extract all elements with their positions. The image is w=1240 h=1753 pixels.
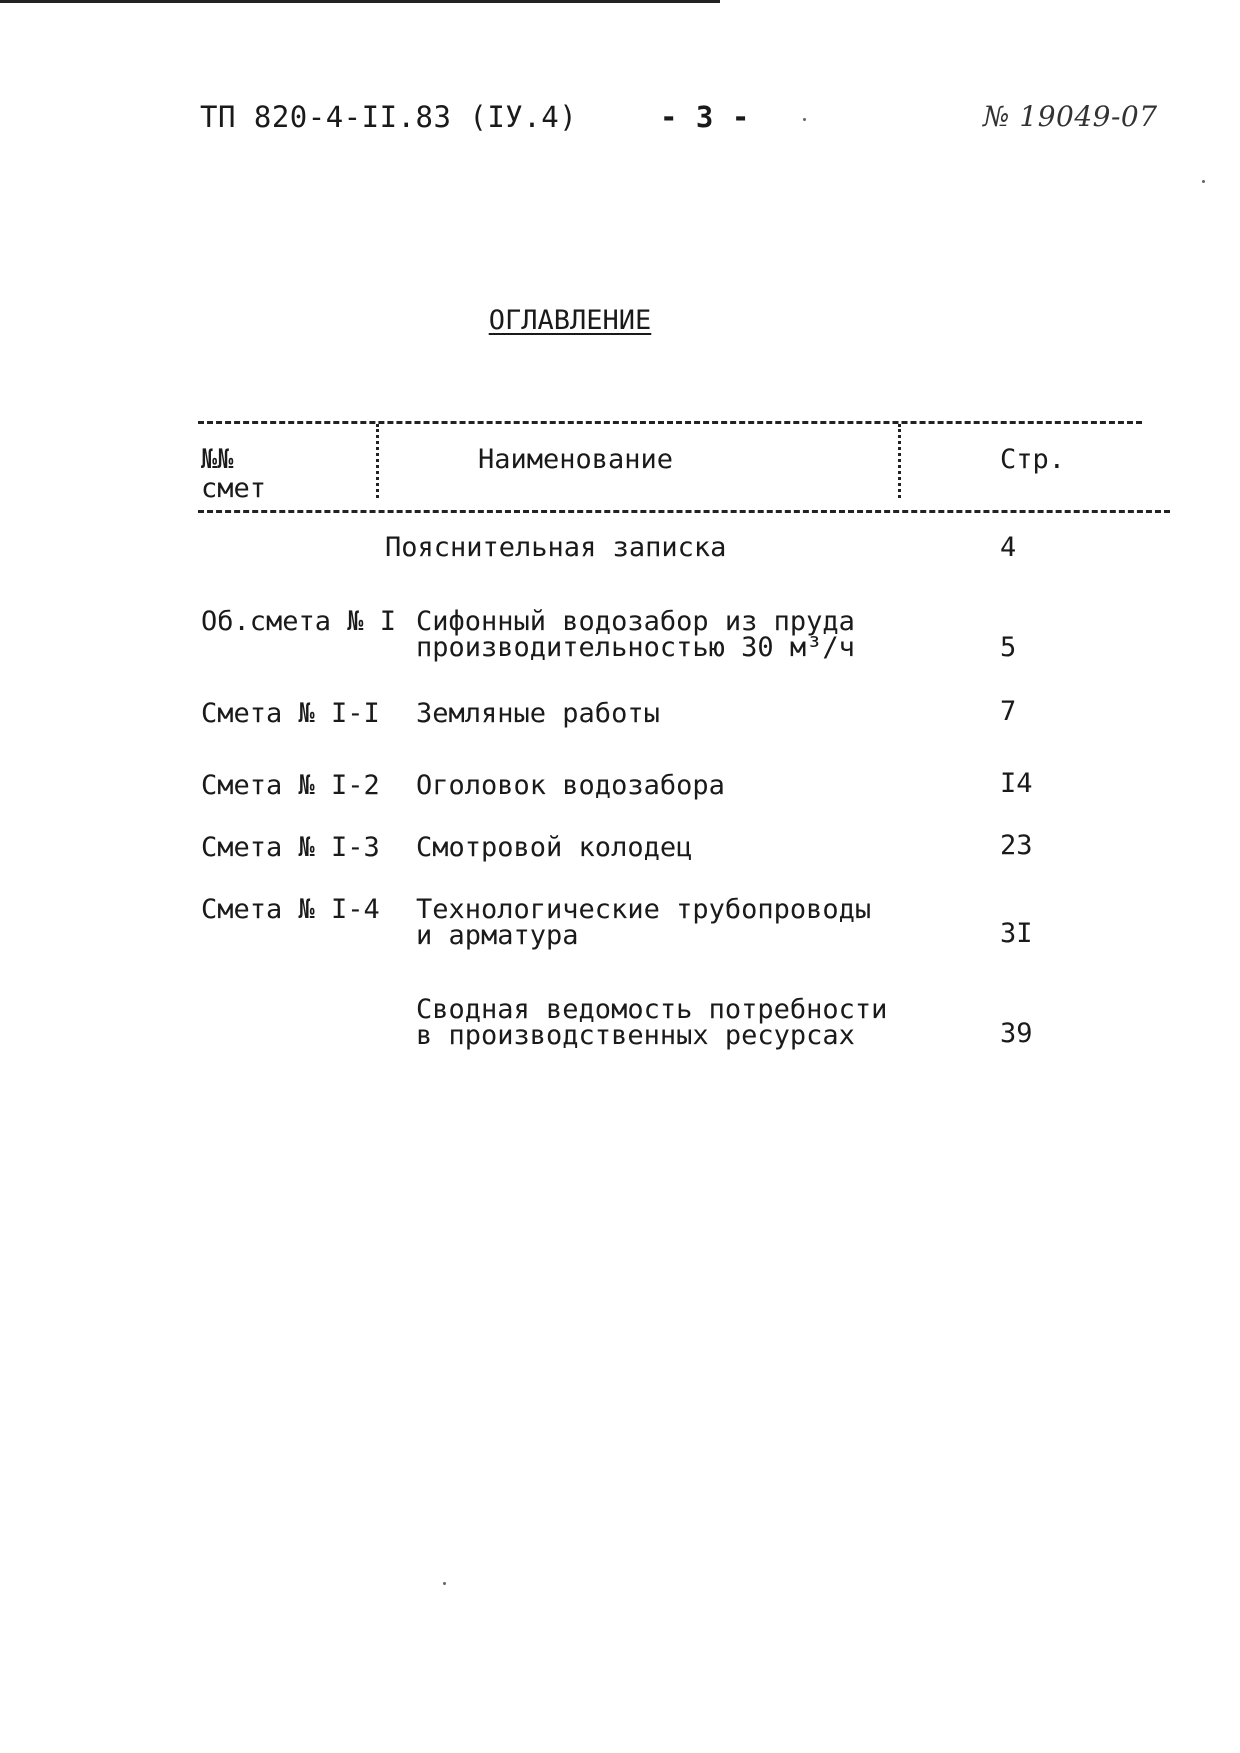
page-title: ОГЛАВЛЕНИЕ [488,305,652,336]
handwritten-doc-number: № 19049-07 [983,100,1158,133]
row-page: 5 [1000,632,1017,663]
top-edge-rule [0,0,720,3]
header-name: Наименование [478,444,674,475]
row-num: Смета № I-2 [201,770,380,801]
header-num-line1: №№ [201,444,234,475]
document-code: ТП 820-4-II.83 (IУ.4) [200,100,578,134]
row-page: 7 [1000,696,1017,727]
row-name: Оголовок водозабора [416,770,725,801]
header-page: Стр. [1000,444,1066,475]
scan-speck [443,1582,446,1585]
row-name: Сифонный водозабор из пруда [416,606,855,637]
table-top-rule [198,421,1142,424]
row-page: 3I [1000,918,1033,949]
table-header-rule [198,510,1170,513]
page-number: - 3 - [660,100,750,134]
row-name-line2: и арматура [416,920,579,951]
row-name: Технологические трубопроводы [416,894,872,925]
column-divider-2 [898,424,901,498]
row-name: Сводная ведомость потребности [416,994,888,1025]
row-name: Земляные работы [416,698,660,729]
row-num: Смета № I-4 [201,894,380,925]
row-page: 4 [1000,532,1017,563]
row-page: 39 [1000,1018,1033,1049]
scan-speck [1202,180,1205,183]
row-name-line2: производительностью 30 м³/ч [416,632,855,663]
row-num: Смета № I-I [201,698,380,729]
row-num: Об.смета № I [201,606,397,637]
row-page: I4 [1000,768,1033,799]
row-name: Пояснительная записка [385,532,727,563]
row-name-line2: в производственных ресурсах [416,1020,855,1051]
scan-speck [803,118,806,121]
header-num-line2: смет [201,473,267,504]
row-num: Смета № I-3 [201,832,380,863]
column-divider-1 [376,424,379,498]
row-page: 23 [1000,830,1033,861]
row-name: Смотровой колодец [416,832,693,863]
